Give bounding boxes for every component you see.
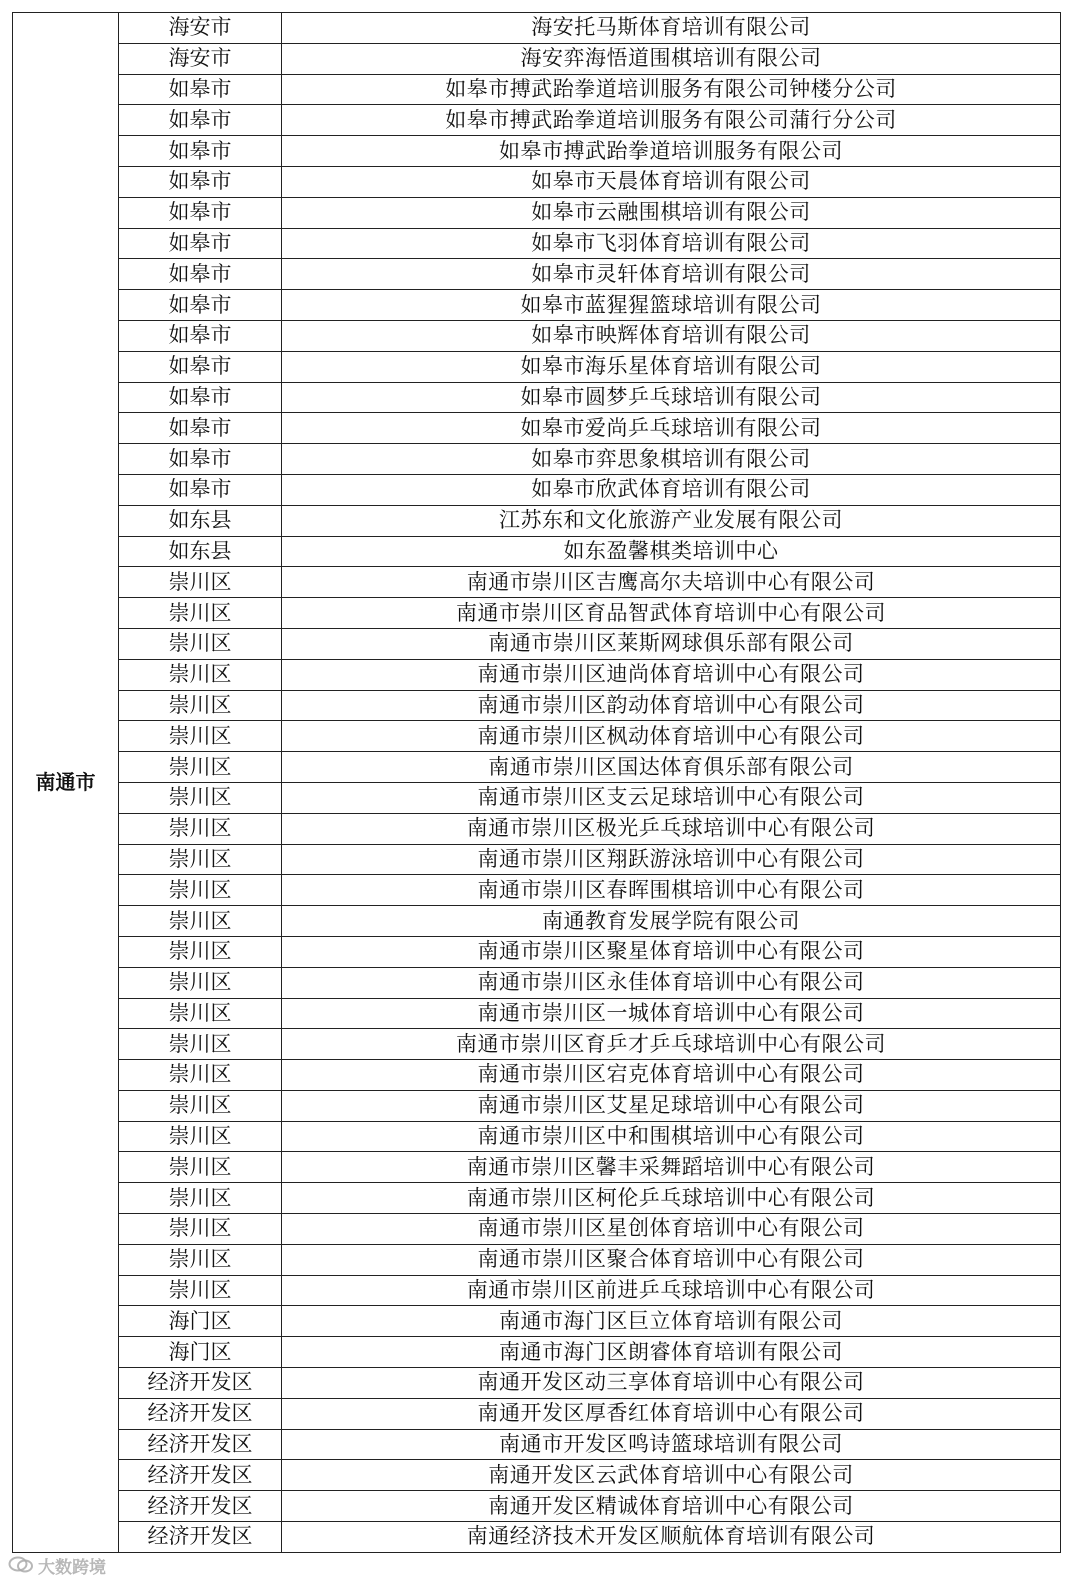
- table-row: [13, 1522, 1061, 1553]
- table-row: [13, 1183, 1061, 1214]
- company-cell: 南通市崇川区国达体育俱乐部有限公司: [282, 752, 1061, 783]
- table-row: [13, 1337, 1061, 1368]
- district-cell: 如皋市: [119, 320, 282, 351]
- table-row: [13, 1090, 1061, 1121]
- district-cell: 如皋市: [119, 413, 282, 444]
- company-cell: 如皋市映辉体育培训有限公司: [282, 320, 1061, 351]
- company-cell: 南通市崇川区春晖围棋培训中心有限公司: [282, 875, 1061, 906]
- company-cell: 海安托马斯体育培训有限公司: [282, 13, 1061, 44]
- district-cell: 如皋市: [119, 105, 282, 136]
- district-cell: 经济开发区: [119, 1522, 282, 1553]
- table-row: [13, 875, 1061, 906]
- company-cell: 如皋市搏武跆拳道培训服务有限公司: [282, 136, 1061, 167]
- table-row: [13, 967, 1061, 998]
- company-cell: 如皋市海乐星体育培训有限公司: [282, 351, 1061, 382]
- district-cell: 崇川区: [119, 936, 282, 967]
- district-cell: 海安市: [119, 43, 282, 74]
- district-cell: 崇川区: [119, 844, 282, 875]
- company-cell: 江苏东和文化旅游产业发展有限公司: [282, 505, 1061, 536]
- company-cell: 南通市崇川区育乒才乒乓球培训中心有限公司: [282, 1029, 1061, 1060]
- table-row: [13, 1275, 1061, 1306]
- district-cell: 经济开发区: [119, 1429, 282, 1460]
- district-cell: 崇川区: [119, 1060, 282, 1091]
- table-row: [13, 259, 1061, 290]
- district-cell: 崇川区: [119, 690, 282, 721]
- table-row: [13, 752, 1061, 783]
- table-row: [13, 721, 1061, 752]
- table-row: [13, 474, 1061, 505]
- district-cell: 崇川区: [119, 598, 282, 629]
- district-cell: 如皋市: [119, 166, 282, 197]
- company-cell: 南通市崇川区支云足球培训中心有限公司: [282, 782, 1061, 813]
- company-cell: 南通开发区动三享体育培训中心有限公司: [282, 1368, 1061, 1399]
- table-row: [13, 43, 1061, 74]
- company-cell: 南通市崇川区翔跃游泳培训中心有限公司: [282, 844, 1061, 875]
- district-cell: 崇川区: [119, 782, 282, 813]
- district-cell: 经济开发区: [119, 1491, 282, 1522]
- table-row: [13, 290, 1061, 321]
- district-cell: 崇川区: [119, 1152, 282, 1183]
- district-cell: 崇川区: [119, 813, 282, 844]
- district-cell: 如东县: [119, 505, 282, 536]
- district-cell: 如皋市: [119, 474, 282, 505]
- table-row: [13, 1429, 1061, 1460]
- table-row: [13, 1214, 1061, 1245]
- table-row: [13, 1306, 1061, 1337]
- table-row: [13, 844, 1061, 875]
- table-row: [13, 351, 1061, 382]
- district-cell: 崇川区: [119, 967, 282, 998]
- district-cell: 崇川区: [119, 1183, 282, 1214]
- city-cell: 南通市: [13, 13, 119, 1553]
- company-cell: 南通市崇川区星创体育培训中心有限公司: [282, 1214, 1061, 1245]
- table-row: [13, 382, 1061, 413]
- table-row: [13, 782, 1061, 813]
- district-cell: 经济开发区: [119, 1368, 282, 1399]
- district-cell: 如皋市: [119, 351, 282, 382]
- company-cell: 南通开发区厚香红体育培训中心有限公司: [282, 1398, 1061, 1429]
- company-cell: 如皋市灵轩体育培训有限公司: [282, 259, 1061, 290]
- company-cell: 南通市崇川区育品智武体育培训中心有限公司: [282, 598, 1061, 629]
- company-cell: 南通市开发区鸣诗篮球培训有限公司: [282, 1429, 1061, 1460]
- district-cell: 崇川区: [119, 1244, 282, 1275]
- company-cell: 如皋市天晨体育培训有限公司: [282, 166, 1061, 197]
- district-cell: 崇川区: [119, 659, 282, 690]
- district-cell: 经济开发区: [119, 1398, 282, 1429]
- district-cell: 海安市: [119, 13, 282, 44]
- table-row: [13, 1121, 1061, 1152]
- table-row: [13, 74, 1061, 105]
- district-cell: 如皋市: [119, 74, 282, 105]
- district-cell: 如皋市: [119, 444, 282, 475]
- table-body: [13, 13, 1061, 1553]
- district-cell: 崇川区: [119, 1029, 282, 1060]
- table-row: [13, 1244, 1061, 1275]
- company-cell: 南通市崇川区聚星体育培训中心有限公司: [282, 936, 1061, 967]
- district-cell: 如皋市: [119, 197, 282, 228]
- company-cell: 南通开发区精诚体育培训中心有限公司: [282, 1491, 1061, 1522]
- company-cell: 如东盈馨棋类培训中心: [282, 536, 1061, 567]
- table-row: [13, 444, 1061, 475]
- company-cell: 南通市崇川区吉鹰高尔夫培训中心有限公司: [282, 567, 1061, 598]
- company-cell: 南通市崇川区永佳体育培训中心有限公司: [282, 967, 1061, 998]
- company-cell: 南通市崇川区枫动体育培训中心有限公司: [282, 721, 1061, 752]
- table-row: [13, 197, 1061, 228]
- company-cell: 南通市崇川区馨丰采舞蹈培训中心有限公司: [282, 1152, 1061, 1183]
- table-row: [13, 1029, 1061, 1060]
- company-cell: 如皋市云融围棋培训有限公司: [282, 197, 1061, 228]
- table-row: [13, 166, 1061, 197]
- table-row: [13, 1398, 1061, 1429]
- table-row: [13, 659, 1061, 690]
- company-cell: 如皋市搏武跆拳道培训服务有限公司钟楼分公司: [282, 74, 1061, 105]
- company-cell: 海安弈海悟道围棋培训有限公司: [282, 43, 1061, 74]
- table-row: [13, 1368, 1061, 1399]
- district-cell: 崇川区: [119, 628, 282, 659]
- district-cell: 如皋市: [119, 259, 282, 290]
- table-row: [13, 628, 1061, 659]
- company-cell: 南通市崇川区中和围棋培训中心有限公司: [282, 1121, 1061, 1152]
- table-row: [13, 1060, 1061, 1091]
- table-row: [13, 105, 1061, 136]
- company-cell: 南通市海门区朗睿体育培训有限公司: [282, 1337, 1061, 1368]
- table-row: [13, 690, 1061, 721]
- district-cell: 如皋市: [119, 136, 282, 167]
- company-cell: 如皋市爱尚乒乓球培训有限公司: [282, 413, 1061, 444]
- district-cell: 崇川区: [119, 906, 282, 937]
- district-cell: 海门区: [119, 1306, 282, 1337]
- district-cell: 崇川区: [119, 1275, 282, 1306]
- company-cell: 南通市崇川区迪尚体育培训中心有限公司: [282, 659, 1061, 690]
- company-cell: 南通市崇川区前进乒乓球培训中心有限公司: [282, 1275, 1061, 1306]
- company-cell: 如皋市蓝猩猩篮球培训有限公司: [282, 290, 1061, 321]
- company-cell: 南通市崇川区一城体育培训中心有限公司: [282, 998, 1061, 1029]
- company-cell: 南通市崇川区聚合体育培训中心有限公司: [282, 1244, 1061, 1275]
- district-cell: 崇川区: [119, 875, 282, 906]
- company-cell: 如皋市飞羽体育培训有限公司: [282, 228, 1061, 259]
- company-cell: 如皋市弈思象棋培训有限公司: [282, 444, 1061, 475]
- table-row: [13, 813, 1061, 844]
- district-cell: 海门区: [119, 1337, 282, 1368]
- district-cell: 崇川区: [119, 1090, 282, 1121]
- company-cell: 南通开发区云武体育培训中心有限公司: [282, 1460, 1061, 1491]
- table-row: [13, 567, 1061, 598]
- speech-bubble-icon: [8, 1555, 34, 1575]
- table-row: [13, 505, 1061, 536]
- training-institution-table: [12, 12, 1061, 1553]
- table-row: [13, 1491, 1061, 1522]
- district-cell: 崇川区: [119, 567, 282, 598]
- company-cell: 如皋市搏武跆拳道培训服务有限公司蒲行分公司: [282, 105, 1061, 136]
- table-row: [13, 1152, 1061, 1183]
- district-cell: 崇川区: [119, 721, 282, 752]
- table-row: [13, 598, 1061, 629]
- table-row: [13, 998, 1061, 1029]
- district-cell: 崇川区: [119, 998, 282, 1029]
- district-cell: 经济开发区: [119, 1460, 282, 1491]
- table-row: [13, 320, 1061, 351]
- table-row: [13, 536, 1061, 567]
- company-cell: 如皋市欣武体育培训有限公司: [282, 474, 1061, 505]
- company-cell: 南通市崇川区柯伦乒乓球培训中心有限公司: [282, 1183, 1061, 1214]
- company-cell: 南通市崇川区极光乒乓球培训中心有限公司: [282, 813, 1061, 844]
- table-row: [13, 936, 1061, 967]
- company-cell: 南通教育发展学院有限公司: [282, 906, 1061, 937]
- company-cell: 南通市海门区巨立体育培训有限公司: [282, 1306, 1061, 1337]
- table-row: [13, 228, 1061, 259]
- district-cell: 如东县: [119, 536, 282, 567]
- table-row: [13, 413, 1061, 444]
- table-row: [13, 906, 1061, 937]
- district-cell: 崇川区: [119, 1121, 282, 1152]
- district-cell: 如皋市: [119, 228, 282, 259]
- district-cell: 如皋市: [119, 290, 282, 321]
- company-cell: 南通市崇川区莱斯网球俱乐部有限公司: [282, 628, 1061, 659]
- table-row: [13, 1460, 1061, 1491]
- company-cell: 南通市崇川区韵动体育培训中心有限公司: [282, 690, 1061, 721]
- watermark: [8, 1553, 106, 1577]
- district-cell: 崇川区: [119, 1214, 282, 1245]
- company-cell: 南通经济技术开发区顺航体育培训有限公司: [282, 1522, 1061, 1553]
- company-cell: 如皋市圆梦乒乓球培训有限公司: [282, 382, 1061, 413]
- company-cell: 南通市崇川区宕克体育培训中心有限公司: [282, 1060, 1061, 1091]
- district-cell: 如皋市: [119, 382, 282, 413]
- table-row: [13, 136, 1061, 167]
- company-cell: 南通市崇川区艾星足球培训中心有限公司: [282, 1090, 1061, 1121]
- watermark-text: 大数跨境: [38, 1557, 106, 1578]
- district-cell: 崇川区: [119, 752, 282, 783]
- table-row: [13, 13, 1061, 44]
